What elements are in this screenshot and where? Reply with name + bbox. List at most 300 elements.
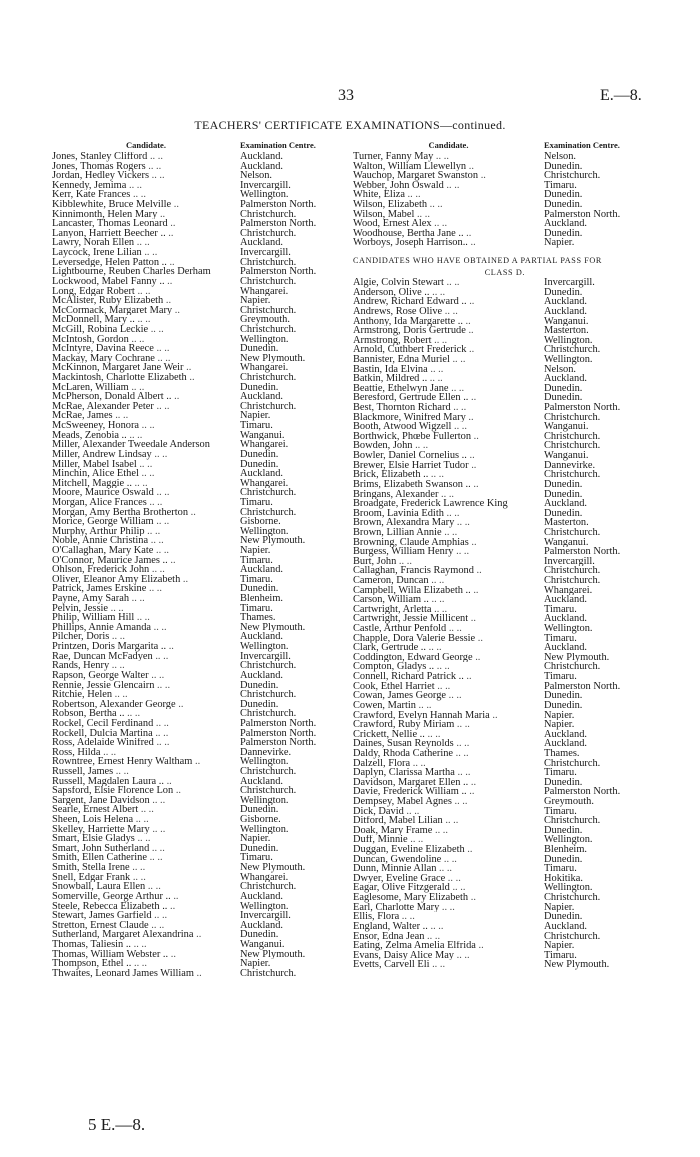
examination-centre: Whangarei. (240, 363, 289, 374)
examination-centre: Auckland. (240, 632, 283, 643)
table-row (52, 604, 342, 614)
name-cell (353, 835, 544, 845)
examination-centre: Christchurch. (240, 257, 297, 268)
candidate-name: Brick, Elizabeth .. (353, 470, 429, 480)
table-row (353, 624, 663, 634)
examination-centre: New Plymouth. (240, 622, 306, 633)
candidate-name: Thomas, William Webster .. (52, 949, 169, 960)
table-row (52, 950, 342, 960)
table-row (52, 431, 342, 441)
examination-centre: Nelson. (544, 152, 577, 162)
examination-centre: Palmerston North. (544, 403, 621, 413)
candidate-name: Snell, Edgar Frank (52, 872, 131, 883)
table-row (52, 181, 342, 191)
examination-centre: Timaru. (544, 768, 577, 778)
examination-centre: Napier. (240, 959, 271, 969)
table-row (52, 229, 342, 239)
leader-dots: .. .. (418, 700, 432, 711)
leader-dots: .. .. (430, 921, 444, 932)
candidate-name: Jordan, Hedley Vickers (52, 171, 150, 181)
candidate-name: Miller, Andrew Lindsay (52, 449, 152, 460)
leader-dots: .. .. (444, 527, 458, 538)
examination-centre: Dunedin. (240, 449, 279, 460)
leader-dots: .. .. (137, 315, 151, 325)
leader-dots: .. .. (451, 383, 465, 394)
candidate-name: Robson, Bertha .. (52, 709, 125, 719)
name-cell (353, 190, 544, 200)
table-row (52, 632, 342, 642)
candidate-name: Turner, Fanny May (353, 152, 434, 162)
candidate-name: Davie, Frederick William .. (353, 787, 467, 797)
examination-centre: Invercargill. (240, 911, 291, 921)
table-row (353, 951, 663, 961)
name-cell (353, 787, 544, 797)
leader-dots: .. .. (410, 835, 424, 846)
leader-dots: .. .. (129, 430, 143, 441)
examination-centre: Christchurch. (240, 324, 297, 335)
candidate-name: Eaglesome, Mary Elizabeth (353, 893, 469, 903)
leader-dots: .. (473, 479, 479, 490)
table-row (353, 547, 663, 557)
table-row (353, 355, 663, 365)
name-cell (353, 278, 544, 288)
table-row (52, 661, 342, 671)
examination-centre: Auckland. (240, 670, 283, 681)
examination-centre: Auckland. (240, 238, 283, 249)
name-cell (52, 354, 240, 364)
candidate-name: Miller, Mabel Isabel (52, 459, 137, 470)
name-cell (52, 267, 240, 277)
examination-centre: Gisborne. (240, 815, 281, 825)
centre-heading: Examination Centre. (240, 141, 316, 150)
examination-centre: Christchurch. (544, 171, 601, 181)
table-row (353, 662, 663, 672)
name-cell (52, 248, 240, 258)
candidate-name: Noble, Annie Christina (52, 536, 149, 546)
candidate-name: Kinnimonth, Helen Mary (52, 209, 158, 220)
name-cell (353, 490, 544, 500)
leader-dots: .. .. (435, 152, 449, 162)
candidate-name: Callaghan, Francis Raymond (353, 566, 474, 576)
table-row (52, 527, 342, 537)
table-row (353, 432, 663, 442)
leader-dots: .. .. (148, 161, 162, 172)
name-cell (52, 402, 240, 412)
name-cell (52, 834, 240, 844)
candidate-name: Dalzell, Flora (353, 758, 411, 769)
leader-dots: .. .. (455, 748, 469, 759)
examination-centre: Auckland. (240, 152, 283, 162)
candidate-name: Thwaites, Leonard James William (52, 968, 194, 979)
name-cell (353, 557, 544, 567)
table-row (353, 634, 663, 644)
leader-dots: .. (469, 297, 475, 307)
name-cell (52, 930, 240, 940)
name-cell (353, 634, 544, 644)
examination-centre: Dunedin. (544, 479, 583, 490)
name-cell (353, 374, 544, 384)
candidate-name: Ross, Hilda (52, 747, 101, 758)
table-row (52, 594, 342, 604)
examination-centre: Invercargill. (544, 556, 595, 567)
leader-dots: .. .. (427, 729, 441, 740)
table-row (52, 411, 342, 421)
candidate-name: Moore, Maurice Oswald (52, 488, 154, 498)
examination-centre: Auckland. (240, 891, 283, 902)
name-cell (52, 709, 240, 719)
examination-centre: Napier. (240, 834, 271, 844)
leader-dots: .. .. (131, 594, 145, 604)
leader-dots: .. (471, 393, 477, 404)
examination-centre: Palmerston North. (544, 209, 621, 220)
table-row (353, 393, 663, 403)
name-cell (52, 604, 240, 614)
candidate-name: Ensor, Edna Jean (353, 931, 425, 942)
leader-dots: .. (166, 776, 172, 787)
candidate-name: Sutherland, Margaret Alexandrina (52, 930, 194, 940)
name-cell (52, 287, 240, 297)
candidate-name: Miller, Alexander Tweedale Anderson (52, 440, 210, 450)
table-row (353, 518, 663, 528)
table-row (353, 672, 663, 682)
examination-centre: Dunedin. (240, 382, 279, 393)
leader-dots: .. .. (406, 806, 420, 817)
name-cell (353, 547, 544, 557)
table-row (353, 739, 663, 749)
leader-dots: .. .. (139, 459, 153, 470)
name-cell (353, 682, 544, 692)
examination-centre: Christchurch. (544, 893, 601, 903)
page-number: 33 (338, 87, 354, 104)
examination-centre: Christchurch. (544, 412, 601, 423)
table-row (52, 296, 342, 306)
leader-dots: .. .. (152, 795, 166, 806)
name-cell (353, 288, 544, 298)
examination-centre: Dunedin. (544, 691, 583, 701)
examination-centre: Dunedin. (544, 825, 583, 836)
examination-centre: Auckland. (544, 614, 587, 625)
name-cell (353, 461, 544, 471)
table-row (52, 767, 342, 777)
examination-centre: Napier. (544, 941, 575, 951)
leader-dots: .. .. (156, 401, 170, 412)
leader-dots: .. .. (445, 816, 459, 826)
examination-centre: Napier. (240, 411, 271, 422)
examination-centre: New Plymouth. (544, 960, 610, 970)
leader-dots: .. .. (115, 767, 129, 777)
name-cell (52, 181, 240, 191)
candidate-name: Duncan, Gwendoline (353, 854, 442, 865)
leader-dots: .. (469, 451, 475, 461)
examination-centre: New Plymouth. (240, 536, 306, 546)
name-cell (52, 959, 240, 969)
leader-dots: .. .. (407, 190, 421, 201)
examination-centre: Greymouth. (544, 797, 594, 807)
name-cell (52, 911, 240, 921)
examination-centre: Christchurch. (240, 373, 297, 383)
leader-dots: .. (173, 891, 179, 902)
candidate-name: Booth, Atwood Wigzell (353, 422, 452, 432)
candidate-name: Ritchie, Helen (52, 690, 113, 700)
name-cell (52, 565, 240, 575)
examination-centre: Napier. (544, 238, 575, 249)
leader-dots: .. .. (436, 662, 450, 673)
table-row (353, 932, 663, 942)
name-cell (52, 315, 240, 325)
name-cell (353, 643, 544, 653)
table-row (353, 278, 663, 288)
examination-centre: Wellington. (240, 642, 289, 652)
candidate-name: Russell, Magdalen Laura .. (52, 776, 164, 787)
candidate-name: Walton, William Llewellyn (353, 161, 467, 172)
examination-centre: Timaru. (544, 633, 577, 644)
candidate-name: Bannister, Edna Muriel (353, 354, 450, 365)
name-cell (52, 873, 240, 883)
leader-dots: .. .. (147, 526, 161, 537)
table-row (353, 190, 663, 200)
leader-dots: .. .. (136, 238, 150, 249)
table-row (52, 930, 342, 940)
name-cell (353, 219, 544, 229)
candidate-name: Thomas, Taliesin .. (52, 939, 132, 950)
examination-centre: Dunedin. (240, 805, 279, 816)
examination-centre: Auckland. (544, 499, 587, 509)
candidate-name: Bowler, Daniel Cornelius .. (353, 451, 467, 461)
leader-dots: .. (465, 316, 471, 327)
examination-centre: Wanganui. (544, 451, 589, 461)
table-row (52, 911, 342, 921)
examination-centre: Masterton. (544, 326, 589, 336)
name-cell (353, 797, 544, 807)
leader-dots: .. (480, 171, 486, 181)
candidate-name: Robertson, Alexander George (52, 699, 176, 710)
table-row (52, 556, 342, 566)
name-cell (52, 902, 240, 912)
candidate-name: Daplyn, Clarissa Martha (353, 768, 455, 778)
examination-centre: Christchurch. (240, 690, 297, 700)
candidate-name: Best, Thornton Richard (353, 403, 451, 413)
leader-dots: .. .. (154, 449, 168, 460)
leader-dots: .. (168, 642, 174, 652)
name-cell (52, 536, 240, 546)
examination-centre: Dunedin. (544, 777, 583, 788)
table-row (353, 374, 663, 384)
candidate-name: Doak, Mary Frame (353, 825, 433, 836)
table-row (52, 565, 342, 575)
candidate-name: Rapson, George Walter (52, 670, 149, 681)
name-cell (353, 883, 544, 893)
table-row (52, 335, 342, 345)
examination-centre: Wellington. (240, 795, 289, 806)
name-cell (353, 538, 544, 548)
leader-dots: .. (182, 574, 189, 585)
candidate-name: Bringans, Alexander (353, 489, 439, 500)
name-cell (353, 720, 544, 730)
examination-centre: Dunedin. (544, 287, 583, 298)
name-cell (353, 200, 544, 210)
name-cell (52, 421, 240, 431)
examination-centre: Dunedin. (544, 190, 583, 201)
examination-centre: Wellington. (544, 335, 593, 346)
candidate-name: Pelvin, Jessie (52, 603, 108, 614)
name-cell (52, 527, 240, 537)
examination-centre: Dunedin. (240, 699, 279, 710)
candidate-name: Rands, Henry (52, 661, 110, 671)
table-row (52, 469, 342, 479)
leader-dots: .. .. (428, 643, 442, 653)
footer-signature: 5 E.—8. (88, 1115, 146, 1134)
examination-centre: Palmerston North. (544, 787, 621, 797)
table-row (353, 864, 663, 874)
name-cell (353, 691, 544, 701)
name-cell (353, 912, 544, 922)
candidate-name: Russell, James (52, 767, 114, 777)
leader-dots: .. .. (132, 190, 146, 201)
centre-heading: Examination Centre. (544, 141, 620, 150)
leader-dots: .. (470, 893, 476, 903)
candidate-name: Stewart, James Garfield (52, 911, 152, 921)
examination-centre: Nelson. (240, 171, 273, 181)
table-row (52, 287, 342, 297)
candidate-name: Cook, Ethel Harriet (353, 681, 435, 692)
examination-centre: Blenheim. (240, 594, 283, 604)
table-row (353, 922, 663, 932)
candidate-name: Brown, Alexandra Mary (353, 518, 455, 528)
candidate-name: Borthwick, Phœbe Fullerton (353, 431, 472, 442)
leader-dots: .. (470, 777, 477, 788)
candidate-name: Kerr, Kate Frances (52, 190, 131, 201)
name-cell (353, 528, 544, 538)
examination-centre: Timaru. (240, 603, 273, 614)
table-row (52, 729, 342, 739)
table-row (353, 682, 663, 692)
name-cell (52, 238, 240, 248)
table-row (52, 892, 342, 902)
name-cell (353, 778, 544, 788)
leader-dots: .. .. (443, 854, 457, 865)
table-row (52, 652, 342, 662)
candidate-name: Philip, William Hill (52, 613, 135, 623)
leader-dots: .. (190, 507, 196, 518)
table-row (52, 460, 342, 470)
table-row (52, 709, 342, 719)
examination-centre: Napier. (544, 710, 575, 721)
leader-dots: .. .. (434, 604, 448, 615)
examination-centre: Wellington. (240, 824, 289, 835)
candidate-name: Ditford, Mabel Lilian (353, 816, 443, 826)
examination-centre: Auckland. (240, 776, 283, 787)
table-row (52, 508, 342, 518)
name-cell (52, 863, 240, 873)
candidate-name: Burt, John (353, 556, 397, 567)
examination-centre: Auckland. (544, 297, 587, 307)
examination-centre: Christchurch. (544, 816, 601, 826)
leader-dots: .. (477, 633, 483, 644)
candidate-name: Crawford, Ruby Miriam (353, 720, 455, 730)
examination-centre: Wanganui. (544, 316, 589, 327)
name-cell (353, 730, 544, 740)
name-cell (52, 584, 240, 594)
table-row (353, 711, 663, 721)
table-row (52, 623, 342, 633)
leader-dots: .. (469, 787, 475, 797)
table-row (52, 162, 342, 172)
name-cell (52, 392, 240, 402)
examination-centre: Dunedin. (544, 489, 583, 500)
candidate-name: Cameron, Duncan (353, 575, 429, 586)
examination-centre: Thames. (544, 748, 580, 759)
name-cell (52, 815, 240, 825)
leader-dots: .. .. (431, 595, 445, 605)
left-column (52, 141, 342, 978)
candidate-name: Wood, Ernest Alex (353, 219, 432, 229)
table-row (52, 777, 342, 787)
examination-centre: Christchurch. (240, 661, 297, 671)
name-cell (52, 488, 240, 498)
table-row (52, 671, 342, 681)
leader-dots: .. .. (457, 768, 471, 778)
name-cell (52, 671, 240, 681)
leader-dots: .. .. (137, 286, 151, 297)
candidate-list (52, 152, 342, 978)
examination-centre: Gisborne. (240, 517, 281, 527)
table-row (353, 365, 663, 375)
candidate-name: Minchin, Alice Ethel (52, 469, 139, 479)
table-row (353, 219, 663, 229)
table-row (353, 210, 663, 220)
name-cell (52, 200, 240, 210)
examination-centre: Palmerston North. (240, 728, 317, 739)
table-row (52, 940, 342, 950)
name-cell (353, 317, 544, 327)
leader-dots: .. (467, 845, 473, 855)
leader-dots: .. .. (447, 873, 461, 884)
leader-dots: .. (168, 228, 174, 239)
name-cell (52, 460, 240, 470)
name-cell (353, 345, 544, 355)
candidate-name: McSweeney, Honora (52, 421, 140, 431)
candidate-name: Mackay, Mary Cochrane (52, 353, 155, 364)
name-cell (52, 652, 240, 662)
name-cell (353, 711, 544, 721)
leader-dots: .. .. (131, 382, 145, 393)
leader-dots: .. (470, 238, 476, 249)
examination-centre: Christchurch. (240, 209, 297, 220)
examination-centre: Dunedin. (240, 680, 279, 691)
table-row (52, 392, 342, 402)
table-row (353, 576, 663, 586)
name-cell (52, 517, 240, 527)
leader-dots: .. .. (432, 960, 446, 970)
name-cell (52, 892, 240, 902)
name-cell (353, 422, 544, 432)
candidate-name: Long, Edgar Robert (52, 286, 135, 297)
table-row (52, 450, 342, 460)
leader-dots: .. .. (155, 728, 169, 739)
candidate-name: Morice, George William (52, 517, 154, 527)
table-row (52, 258, 342, 268)
leader-dots: .. (471, 460, 477, 471)
candidate-name: Coddington, Edward George (353, 652, 473, 663)
examination-centre: Christchurch. (544, 662, 601, 673)
table-row (353, 701, 663, 711)
candidate-name: Smart, Elsie Gladys (52, 834, 135, 844)
name-cell (52, 344, 240, 354)
name-cell (353, 605, 544, 615)
candidate-name: Murphy, Arthur Philip (52, 526, 145, 537)
name-cell (52, 748, 240, 758)
leader-dots: .. (473, 431, 479, 442)
